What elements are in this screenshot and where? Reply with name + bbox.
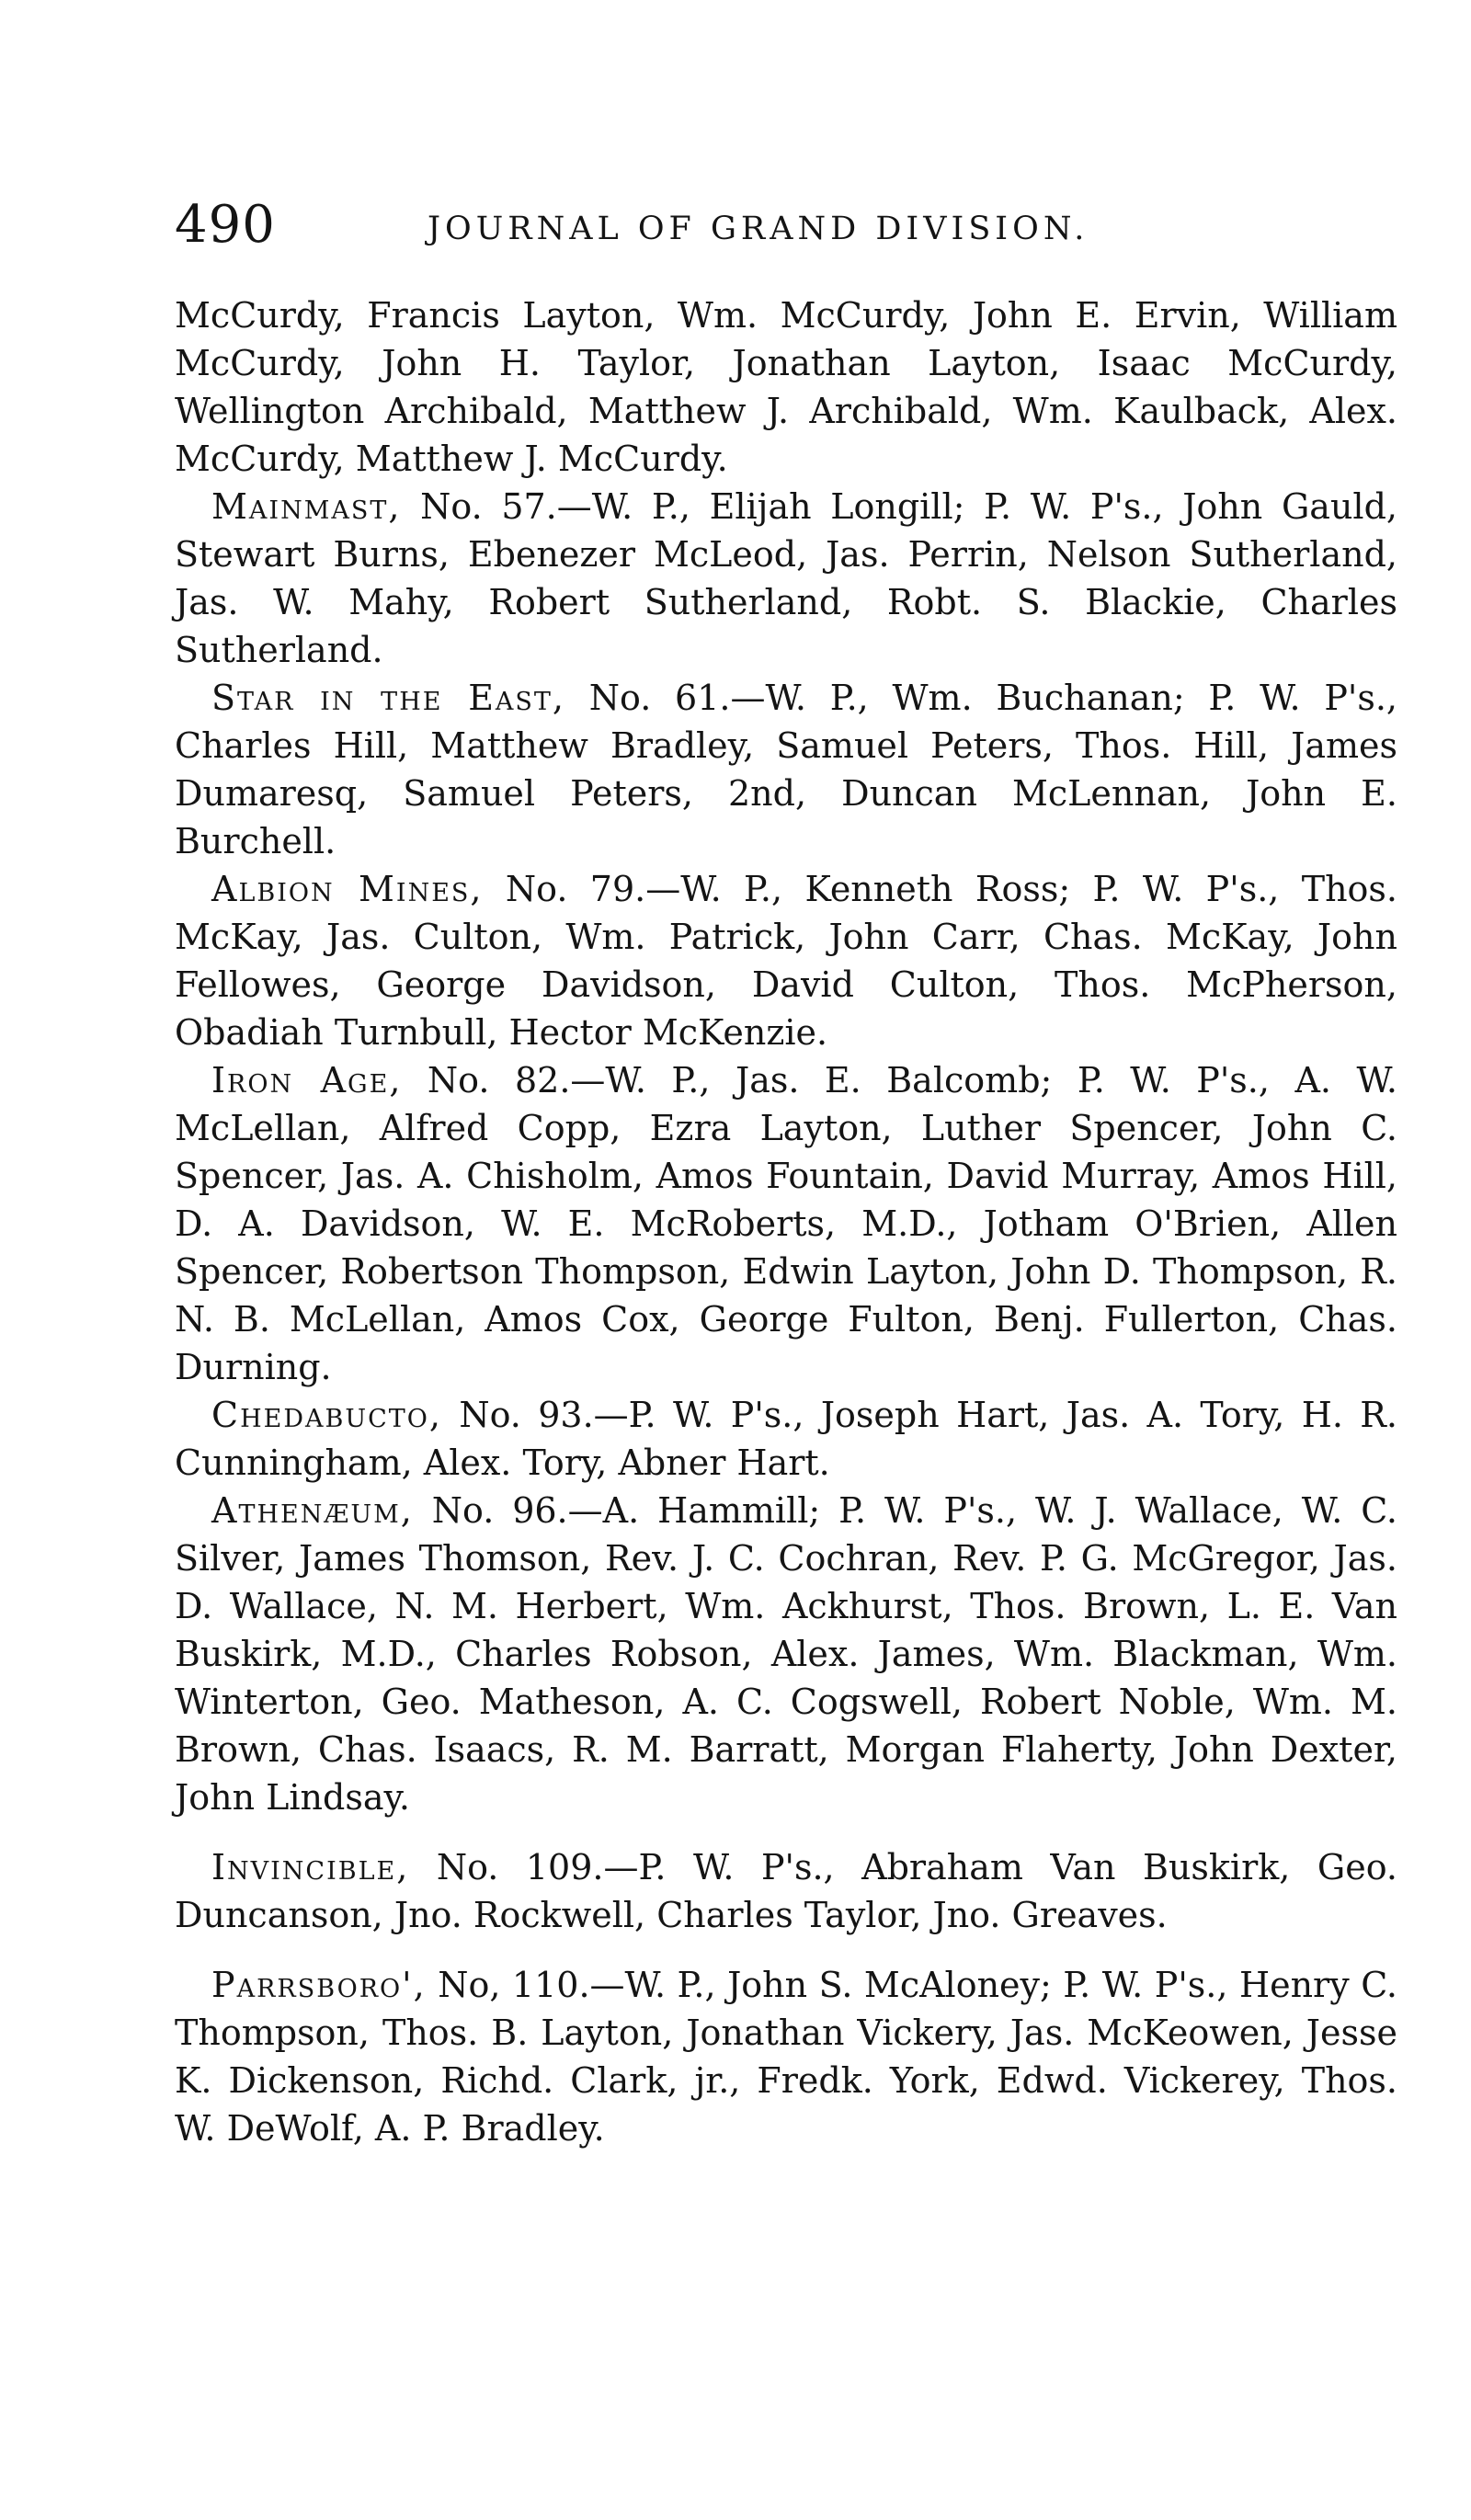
entry-text: No. 96.—A. Hammill; P. W. P's., W. J. Wallace, W. C. Silver, James Thomson, Rev. J. C. Cochran, Rev. P. G. McGregor, Jas. D. Wallace, N. M. Herbert, Wm. Ackhurst, Thos. Brown, L. E. Van Buskirk, M.D., Charles Robson, Alex. James, Wm. Blackman, Wm. Winterton, Geo. Matheson, A. C. Cogswell, Robert Noble, Wm. M. Brown, Chas. Isaacs, R. M. Barratt, Morgan Flaherty, John Dexter, John Lindsay. — [175, 1490, 1397, 1818]
page-number: 490 — [175, 195, 276, 255]
entry-text: No, 110.—W. P., John S. McAloney; P. W. P's., Henry C. Thompson, Thos. B. Layton, Jonathan Vickery, Jas. McKeowen, Jesse K. Dickenson, Richd. Clark, jr., Fredk. York, Edwd. Vickerey, Thos. W. DeWolf, A. P. Bradley. — [175, 1965, 1397, 2149]
division-name: Albion Mines, — [211, 869, 484, 909]
membership-list — [175, 291, 1397, 2152]
entry-text: No. 109.—P. W. P's., Abraham Van Buskirk, Geo. Duncanson, Jno. Rockwell, Charles Taylor, Jno. Greaves. — [175, 1847, 1397, 1935]
division-name: Chedabucto, — [211, 1395, 442, 1435]
list-entry — [175, 291, 1397, 483]
entry-text: No. 57.—W. P., Elijah Longill; P. W. P's., John Gauld, Stewart Burns, Ebenezer McLeod, Jas. Perrin, Nelson Sutherland, Jas. W. Mahy, Robert Sutherland, Robt. S. Blackie, Charles Sutherland. — [175, 486, 1397, 670]
list-entry — [175, 1843, 1397, 1939]
division-name: Star in the East, — [211, 678, 566, 718]
list-entry — [175, 865, 1397, 1056]
entry-text: No. 79.—W. P., Kenneth Ross; P. W. P's., Thos. McKay, Jas. Culton, Wm. Patrick, John Carr, Chas. McKay, John Fellowes, George Davidson, David Culton, Thos. McPherson, Obadiah Turnbull, Hector McKenzie. — [175, 869, 1398, 1053]
entry-text: No. 61.—W. P., Wm. Buchanan; P. W. P's., Charles Hill, Matthew Bradley, Samuel Peters, Thos. Hill, James Dumaresq, Samuel Peters, 2nd, Duncan McLennan, John E. Burchell. — [175, 678, 1397, 861]
list-entry — [175, 1961, 1397, 2152]
entry-text: No. 82.—W. P., Jas. E. Balcomb; P. W. P's., A. W. McLellan, Alfred Copp, Ezra Layton, Luther Spencer, John C. Spencer, Jas. A. Chisholm, Amos Fountain, David Murray, Amos Hill, D. A. Davidson, W. E. McRoberts, M.D., Jotham O'Brien, Allen Spencer, Robertson Thompson, Edwin Layton, John D. Thompson, R. N. B. McLellan, Amos Cox, George Fulton, Benj. Fullerton, Chas. Durning. — [175, 1060, 1397, 1387]
list-entry — [175, 483, 1397, 674]
running-title: JOURNAL OF GRAND DIVISION. — [428, 211, 1089, 247]
division-name: Athenæum, — [211, 1490, 414, 1531]
entry-text: No. 93.—P. W. P's., Joseph Hart, Jas. A. Tory, H. R. Cunningham, Alex. Tory, Abner Hart. — [175, 1395, 1397, 1483]
division-name: Iron Age, — [211, 1060, 403, 1100]
list-entry — [175, 1391, 1397, 1487]
entry-text: McCurdy, Francis Layton, Wm. McCurdy, John E. Ervin, William McCurdy, John H. Taylor, Jonathan Layton, Isaac McCurdy, Wellington Archibald, Matthew J. Archibald, Wm. Kaulback, Alex. McCurdy, Matthew J. McCurdy. — [175, 295, 1397, 479]
list-entry — [175, 1056, 1397, 1391]
list-entry — [175, 674, 1397, 865]
page — [175, 188, 1397, 2152]
division-name: Mainmast, — [211, 486, 402, 527]
page-header — [175, 188, 1397, 271]
division-name: Parrsboro', — [211, 1965, 427, 2005]
division-name: Invincible, — [211, 1847, 410, 1887]
list-entry — [175, 1487, 1397, 1821]
